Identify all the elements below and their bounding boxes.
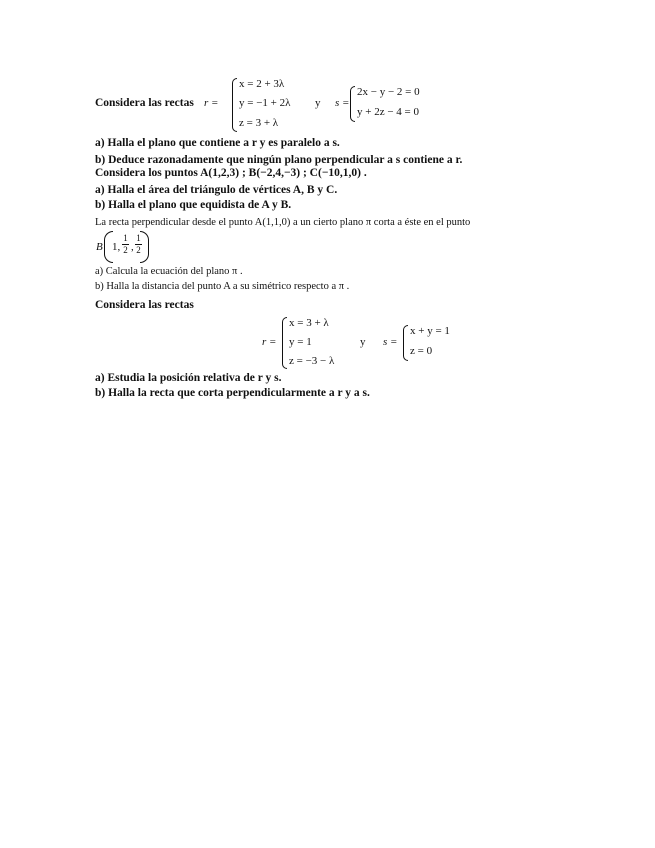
r-equation-3-2: z = −3 − λ [289, 355, 335, 367]
fraction-1-denominator: 2 [123, 245, 128, 255]
s-equation-2-2: z = 0 [410, 345, 433, 357]
problem-2-part-a: a) Halla el área del triángulo de vértices A, B y C. [95, 184, 338, 196]
point-b-label: B [96, 241, 103, 253]
r-equation-2: y = −1 + 2λ [239, 97, 291, 109]
problem-1-intro: Considera las rectas [95, 97, 194, 109]
fraction-comma: , [131, 241, 134, 253]
r-equation-1: x = 2 + 3λ [239, 78, 285, 90]
problem-2-part-b: b) Halla el plano que equidista de A y B. [95, 199, 292, 211]
problem-1-part-b: b) Deduce razonadamente que ningún plano perpendicular a s contiene a r. [95, 154, 463, 166]
r-label-2: r = [262, 336, 277, 348]
s-equation-2: y + 2z − 4 = 0 [357, 106, 419, 118]
conjunction-y: y [315, 97, 321, 109]
fraction-2-denominator: 2 [136, 245, 141, 255]
problem-4-intro: Considera las rectas [95, 299, 194, 311]
r-equation-3: z = 3 + λ [239, 117, 279, 129]
s-label: s = [335, 97, 350, 109]
r-equation-1-2: x = 3 + λ [289, 317, 329, 329]
r-brace-2 [282, 317, 287, 369]
fraction-1-numerator: 1 [123, 233, 128, 243]
problem-3-part-b: b) Halla la distancia del punto A a su simétrico respecto a π . [95, 281, 350, 292]
s-equation-1: 2x − y − 2 = 0 [357, 86, 420, 98]
problem-1-part-a: a) Halla el plano que contiene a r y es paralelo a s. [95, 137, 340, 149]
problem-2-intro: Considera los puntos A(1,2,3) ; B(−2,4,−3) ; C(−10,1,0) . [95, 167, 367, 179]
problem-3-part-a: a) Calcula la ecuación del plano π . [95, 266, 243, 277]
r-label: r = [204, 97, 219, 109]
s-brace-2 [403, 325, 408, 361]
fraction-1 [122, 234, 129, 255]
s-brace [350, 86, 355, 122]
problem-3-intro: La recta perpendicular desde el punto A(1,1,0) a un cierto plano π corta a éste en el punto [95, 217, 471, 228]
r-equation-2-2: y = 1 [289, 336, 312, 348]
conjunction-y-2: y [360, 336, 366, 348]
right-paren [140, 231, 149, 263]
r-brace [232, 78, 237, 132]
problem-4-part-b: b) Halla la recta que corta perpendicularmente a r y a s. [95, 387, 370, 399]
problem-4-part-a: a) Estudia la posición relativa de r y s. [95, 372, 282, 384]
s-label-2: s = [383, 336, 398, 348]
fraction-2-numerator: 1 [136, 233, 141, 243]
point-b-first-coordinate: 1, [112, 241, 121, 253]
s-equation-1-2: x + y = 1 [410, 325, 450, 337]
